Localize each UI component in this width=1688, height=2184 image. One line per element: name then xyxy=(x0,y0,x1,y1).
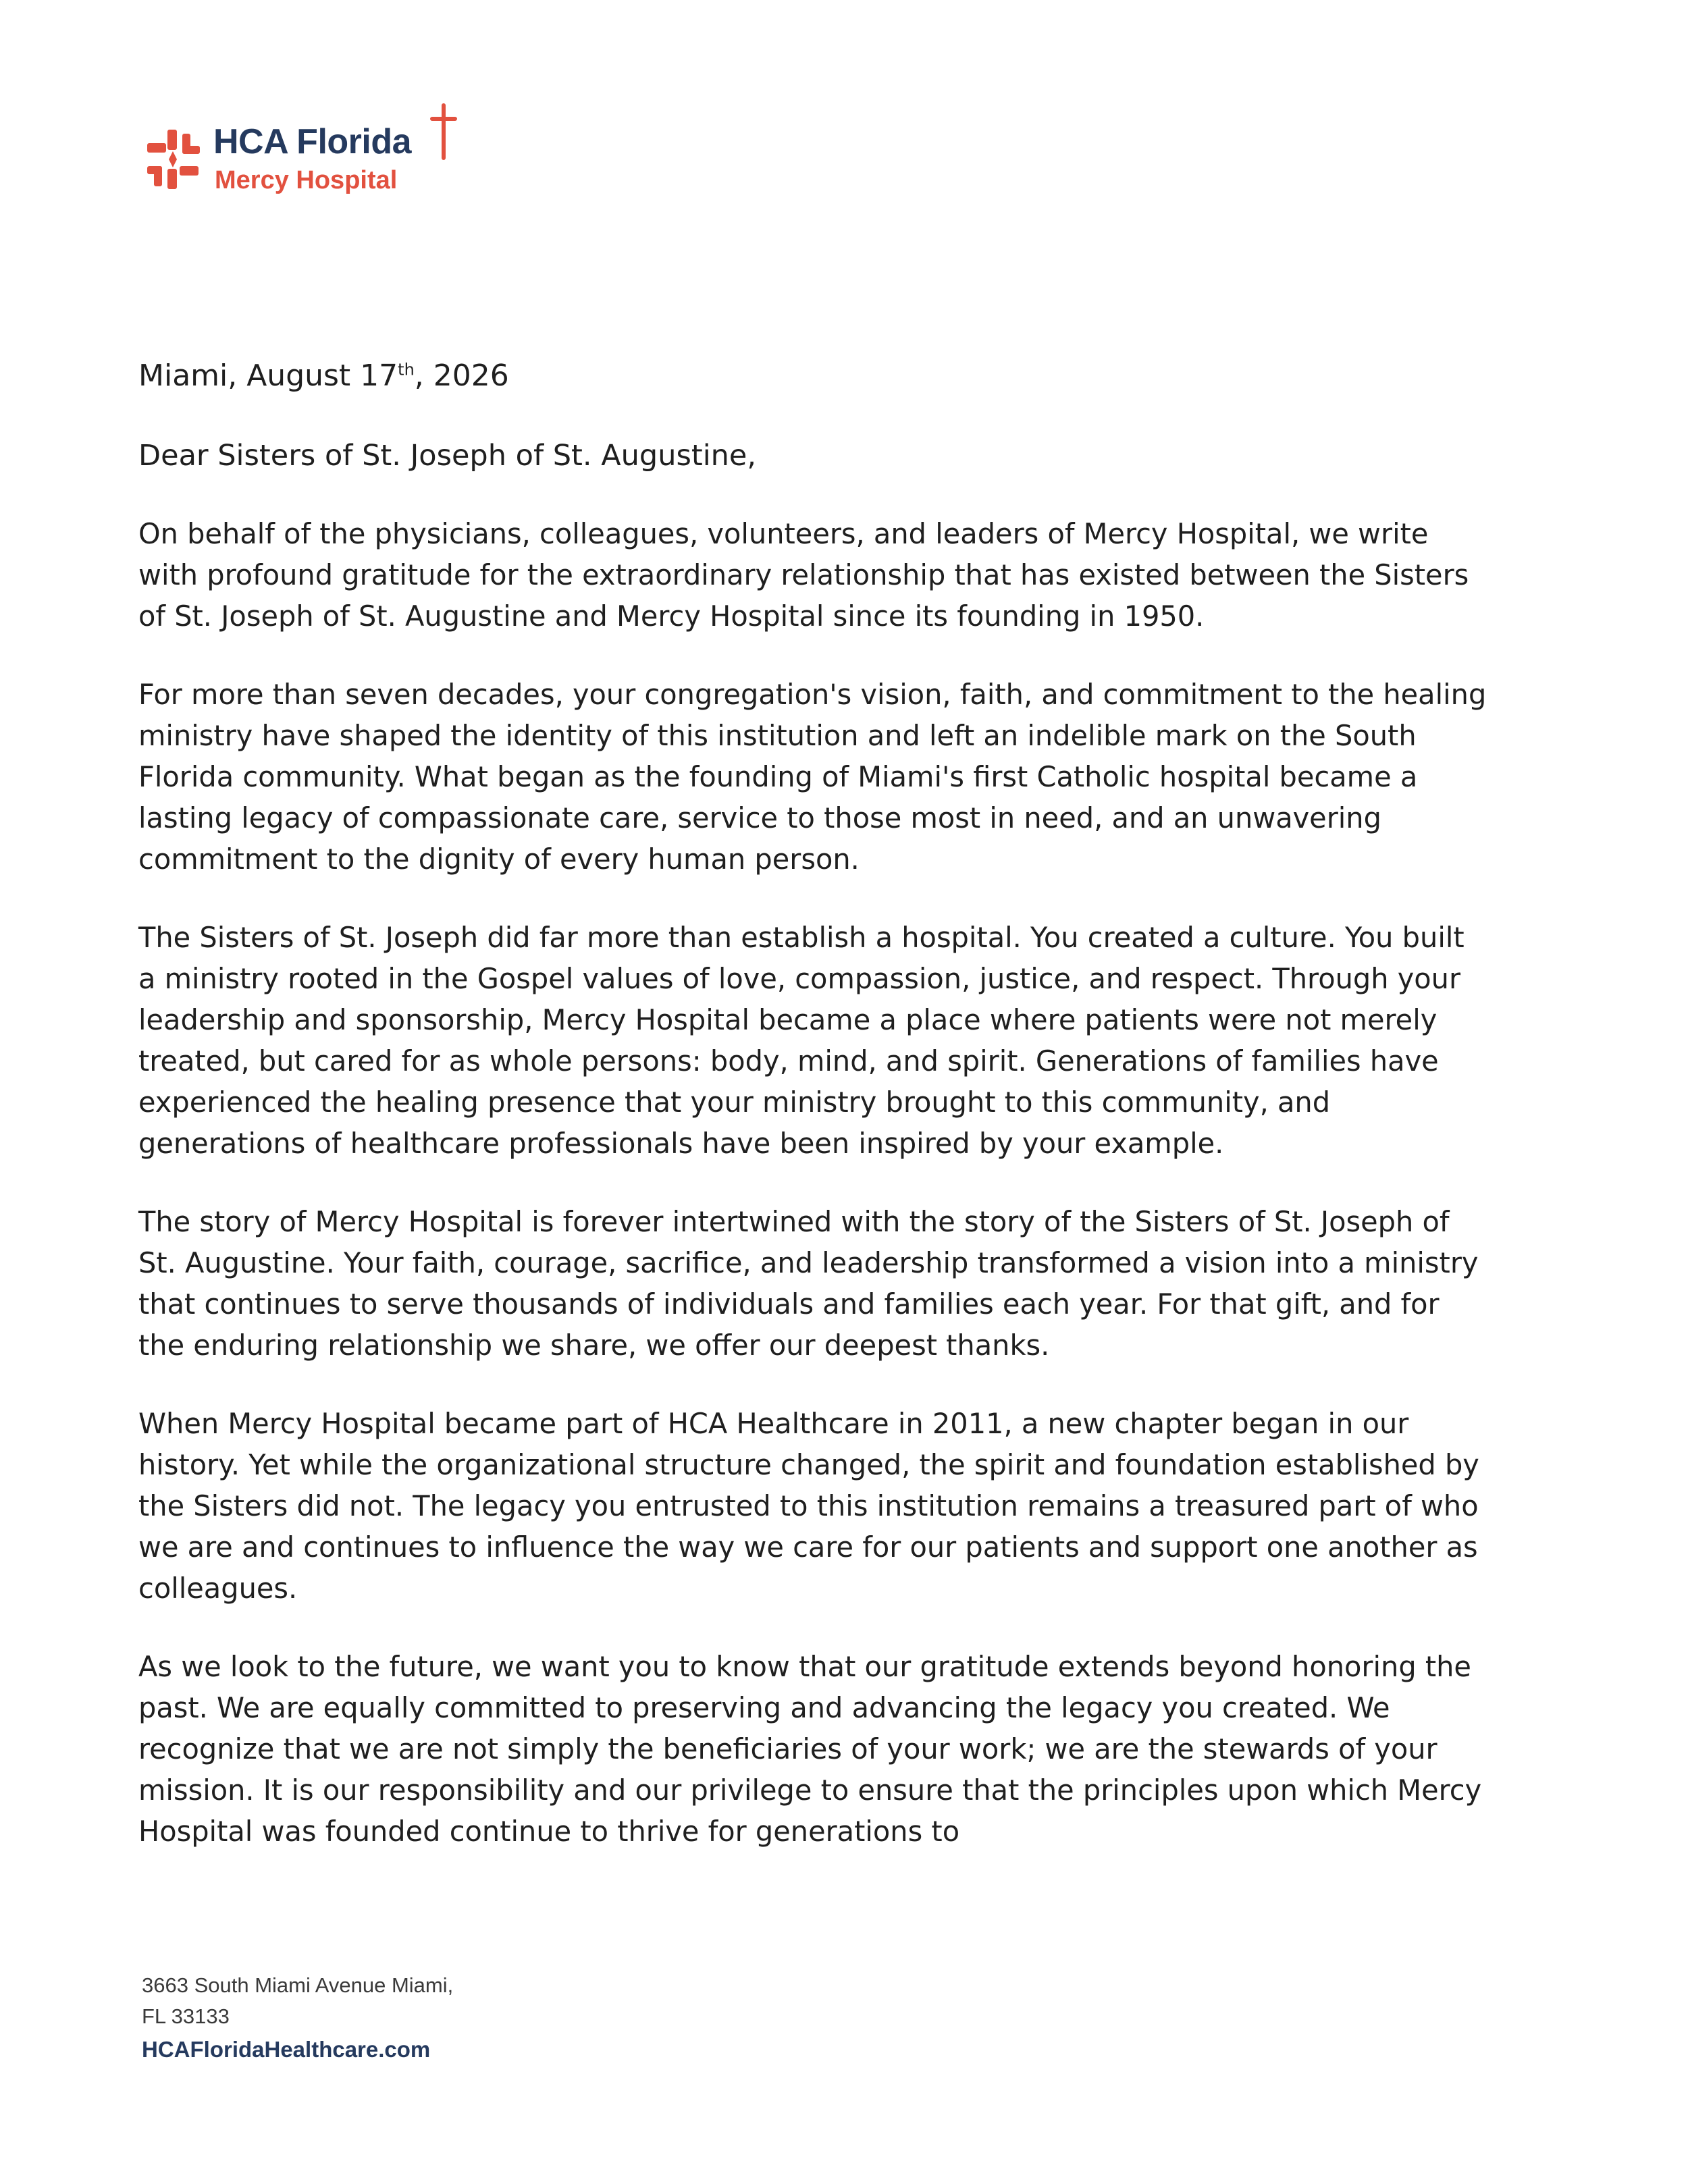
paragraph-4: The story of Mercy Hospital is forever intertwined with the story of the Sisters of St. Joseph of St. Augustine. Your faith, courage, sacrifice, and leadership transformed a vision into a ministry that continues to serve thousands of individuals and families each year. For that gift, and for the enduring relationship we share, we offer our deepest thanks. xyxy=(138,1205,1479,1362)
logo-subtitle: Mercy Hospital xyxy=(215,166,398,194)
paragraph-2: For more than seven decades, your congregation's vision, faith, and commitment to the healing ministry have shaped the identity of this institution and left an indelible mark on the South Florida community. What began as the founding of Miami's first Catholic hospital became a lasting legacy of compassionate care, service to those most in need, and an unwavering commitment to the dignity of every human person. xyxy=(138,678,1487,876)
salutation: Dear Sisters of St. Joseph of St. Augustine, xyxy=(138,439,757,473)
address-line-2: FL 33133 xyxy=(142,2004,230,2028)
cross-icon xyxy=(428,103,459,161)
hca-star-logo-icon xyxy=(142,128,204,190)
paragraph-5: When Mercy Hospital became part of HCA Healthcare in 2011, a new chapter began in our history. Yet while the organizational structure changed, the spirit and foundation established by the Sisters did not. The legacy you entrusted to this institution remains a treasured part of who we are and continues to influence the way we care for our patients and support one another as colleagues. xyxy=(138,1407,1479,1605)
letter-date xyxy=(138,352,1496,400)
letterhead-footer xyxy=(142,1970,453,2067)
letter-body xyxy=(138,352,1496,1852)
hospital-logo xyxy=(142,101,479,203)
paragraph-1: On behalf of the physicians, colleagues, volunteers, and leaders of Mercy Hospital, we write with profound gratitude for the extraordinary relationship that has existed between the Sisters of St. Joseph of St. Augustine and Mercy Hospital since its founding in 1950. xyxy=(138,517,1469,633)
date-year: , 2026 xyxy=(414,358,509,393)
date-ordinal: th xyxy=(398,360,415,379)
logo-title: HCA Florida xyxy=(213,122,412,161)
paragraph-3: The Sisters of St. Joseph did far more than establish a hospital. You created a culture. You built a ministry rooted in the Gospel values of love, compassion, justice, and respect. Through your leadership and sponsorship, Mercy Hospital became a place where patients were not merely treated, but cared for as whole persons: body, mind, and spirit. Generations of families have experienced the healing presence that your ministry brought to this community, and generations of healthcare professionals have been inspired by your example. xyxy=(138,921,1465,1160)
website-link[interactable]: HCAFloridaHealthcare.com xyxy=(142,2037,431,2062)
date-prefix: Miami, August 17 xyxy=(138,358,398,393)
address-line-1: 3663 South Miami Avenue Miami, xyxy=(142,1973,454,1997)
paragraph-6: As we look to the future, we want you to know that our gratitude extends beyond honoring the past. We are equally committed to preserving and advancing the legacy you created. We recognize that we are not simply the beneficiaries of your work; we are the stewards of your mission. It is our responsibility and our privilege to ensure that the principles upon which Mercy Hospital was founded continue to thrive for generations to xyxy=(138,1650,1482,1848)
